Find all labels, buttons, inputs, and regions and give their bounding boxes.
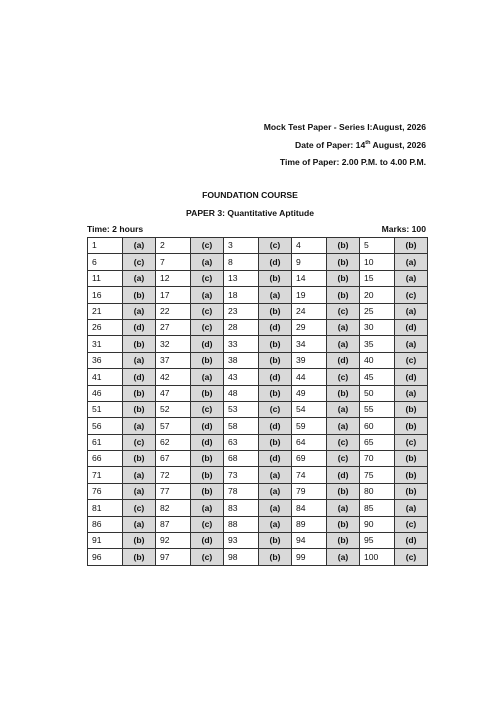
answer-cell: (b) — [395, 483, 428, 499]
question-number-cell: 88 — [224, 516, 259, 532]
question-number-cell: 68 — [224, 451, 259, 467]
series-title: Mock Test Paper - Series I:August, 2026 — [263, 122, 426, 132]
answer-cell: (a) — [395, 270, 428, 286]
answer-cell: (a) — [123, 483, 156, 499]
answer-cell: (a) — [327, 319, 360, 335]
question-number-cell: 77 — [156, 483, 191, 499]
question-number-cell: 35 — [360, 336, 395, 352]
question-number-cell: 57 — [156, 418, 191, 434]
table-row — [88, 533, 428, 549]
question-number-cell: 28 — [224, 319, 259, 335]
question-number-cell: 60 — [360, 418, 395, 434]
question-number-cell: 14 — [292, 270, 327, 286]
question-number-cell: 21 — [88, 303, 123, 319]
answer-cell: (d) — [327, 467, 360, 483]
question-number-cell: 69 — [292, 451, 327, 467]
answer-cell: (a) — [395, 303, 428, 319]
answer-cell: (b) — [395, 467, 428, 483]
question-number-cell: 36 — [88, 352, 123, 368]
question-number-cell: 48 — [224, 385, 259, 401]
question-number-cell: 25 — [360, 303, 395, 319]
table-row — [88, 352, 428, 368]
answer-cell: (b) — [395, 401, 428, 417]
question-number-cell: 56 — [88, 418, 123, 434]
answer-cell: (a) — [327, 401, 360, 417]
answer-cell: (b) — [259, 533, 292, 549]
question-number-cell: 30 — [360, 319, 395, 335]
answer-cell: (b) — [395, 418, 428, 434]
answer-cell: (b) — [191, 483, 224, 499]
question-number-cell: 32 — [156, 336, 191, 352]
question-number-cell: 33 — [224, 336, 259, 352]
question-number-cell: 84 — [292, 500, 327, 516]
question-number-cell: 81 — [88, 500, 123, 516]
table-row — [88, 336, 428, 352]
answer-cell: (b) — [395, 238, 428, 254]
question-number-cell: 73 — [224, 467, 259, 483]
table-row — [88, 451, 428, 467]
answer-cell: (c) — [191, 401, 224, 417]
answer-cell: (c) — [327, 451, 360, 467]
answer-cell: (a) — [327, 418, 360, 434]
answer-cell: (a) — [123, 418, 156, 434]
question-number-cell: 5 — [360, 238, 395, 254]
question-number-cell: 94 — [292, 533, 327, 549]
question-number-cell: 86 — [88, 516, 123, 532]
answer-cell: (a) — [123, 467, 156, 483]
question-number-cell: 39 — [292, 352, 327, 368]
date-of-paper — [295, 140, 426, 150]
question-number-cell: 23 — [224, 303, 259, 319]
question-number-cell: 71 — [88, 467, 123, 483]
question-number-cell: 17 — [156, 287, 191, 303]
answer-cell: (b) — [123, 533, 156, 549]
answer-cell: (b) — [259, 434, 292, 450]
question-number-cell: 16 — [88, 287, 123, 303]
question-number-cell: 55 — [360, 401, 395, 417]
table-row — [88, 287, 428, 303]
answer-cell: (b) — [191, 385, 224, 401]
answer-cell: (b) — [327, 238, 360, 254]
question-number-cell: 6 — [88, 254, 123, 270]
answer-key-table — [87, 237, 428, 566]
answer-cell: (a) — [259, 516, 292, 532]
question-number-cell: 37 — [156, 352, 191, 368]
answer-cell: (b) — [259, 549, 292, 565]
question-number-cell: 8 — [224, 254, 259, 270]
answer-cell: (d) — [259, 369, 292, 385]
question-number-cell: 51 — [88, 401, 123, 417]
answer-cell: (b) — [327, 533, 360, 549]
question-number-cell: 93 — [224, 533, 259, 549]
answer-cell: (d) — [123, 319, 156, 335]
question-number-cell: 66 — [88, 451, 123, 467]
table-row — [88, 401, 428, 417]
question-number-cell: 99 — [292, 549, 327, 565]
answer-cell: (a) — [395, 385, 428, 401]
answer-cell: (d) — [259, 418, 292, 434]
answer-cell: (c) — [191, 238, 224, 254]
question-number-cell: 78 — [224, 483, 259, 499]
question-number-cell: 11 — [88, 270, 123, 286]
question-number-cell: 4 — [292, 238, 327, 254]
answer-cell: (a) — [259, 467, 292, 483]
answer-cell: (a) — [327, 336, 360, 352]
question-number-cell: 24 — [292, 303, 327, 319]
answer-cell: (a) — [123, 303, 156, 319]
question-number-cell: 29 — [292, 319, 327, 335]
answer-cell: (c) — [259, 401, 292, 417]
question-number-cell: 64 — [292, 434, 327, 450]
question-number-cell: 87 — [156, 516, 191, 532]
answer-cell: (a) — [123, 516, 156, 532]
question-number-cell: 10 — [360, 254, 395, 270]
answer-cell: (b) — [123, 549, 156, 565]
answer-cell: (b) — [191, 467, 224, 483]
question-number-cell: 26 — [88, 319, 123, 335]
question-number-cell: 44 — [292, 369, 327, 385]
answer-cell: (a) — [259, 483, 292, 499]
question-number-cell: 100 — [360, 549, 395, 565]
answer-cell: (a) — [395, 254, 428, 270]
question-number-cell: 92 — [156, 533, 191, 549]
question-number-cell: 3 — [224, 238, 259, 254]
answer-cell: (b) — [327, 385, 360, 401]
table-row — [88, 500, 428, 516]
answer-cell: (b) — [327, 483, 360, 499]
question-number-cell: 18 — [224, 287, 259, 303]
question-number-cell: 15 — [360, 270, 395, 286]
answer-cell: (a) — [395, 500, 428, 516]
question-number-cell: 12 — [156, 270, 191, 286]
question-number-cell: 79 — [292, 483, 327, 499]
question-number-cell: 96 — [88, 549, 123, 565]
question-number-cell: 20 — [360, 287, 395, 303]
table-row — [88, 483, 428, 499]
answer-cell: (b) — [259, 385, 292, 401]
answer-cell: (d) — [395, 319, 428, 335]
question-number-cell: 89 — [292, 516, 327, 532]
question-number-cell: 9 — [292, 254, 327, 270]
question-number-cell: 47 — [156, 385, 191, 401]
question-number-cell: 27 — [156, 319, 191, 335]
answer-cell: (a) — [395, 336, 428, 352]
answer-cell: (a) — [259, 500, 292, 516]
answer-cell: (c) — [191, 319, 224, 335]
question-number-cell: 95 — [360, 533, 395, 549]
answer-cell: (d) — [395, 369, 428, 385]
question-number-cell: 50 — [360, 385, 395, 401]
question-number-cell: 91 — [88, 533, 123, 549]
answer-cell: (a) — [327, 500, 360, 516]
answer-cell: (c) — [395, 549, 428, 565]
question-number-cell: 43 — [224, 369, 259, 385]
date-superscript: th — [365, 140, 371, 147]
answer-cell: (d) — [191, 336, 224, 352]
answer-cell: (b) — [123, 451, 156, 467]
question-number-cell: 49 — [292, 385, 327, 401]
question-number-cell: 65 — [360, 434, 395, 450]
question-number-cell: 74 — [292, 467, 327, 483]
table-row — [88, 467, 428, 483]
answer-cell: (b) — [259, 303, 292, 319]
question-number-cell: 1 — [88, 238, 123, 254]
question-number-cell: 62 — [156, 434, 191, 450]
question-number-cell: 58 — [224, 418, 259, 434]
answer-cell: (a) — [327, 549, 360, 565]
answer-cell: (b) — [327, 254, 360, 270]
answer-cell: (c) — [395, 287, 428, 303]
answer-cell: (b) — [259, 352, 292, 368]
table-row — [88, 385, 428, 401]
question-number-cell: 97 — [156, 549, 191, 565]
paper-meta — [87, 224, 426, 234]
question-number-cell: 40 — [360, 352, 395, 368]
time-of-paper: Time of Paper: 2.00 P.M. to 4.00 P.M. — [279, 157, 426, 167]
question-number-cell: 83 — [224, 500, 259, 516]
answer-cell: (c) — [123, 500, 156, 516]
table-row — [88, 516, 428, 532]
question-number-cell: 42 — [156, 369, 191, 385]
answer-cell: (d) — [191, 533, 224, 549]
answer-cell: (b) — [327, 287, 360, 303]
course-title: FOUNDATION COURSE — [202, 190, 298, 200]
answer-cell: (c) — [191, 303, 224, 319]
date-suffix: August, 2026 — [370, 140, 426, 150]
question-number-cell: 54 — [292, 401, 327, 417]
answer-cell: (b) — [123, 336, 156, 352]
question-number-cell: 19 — [292, 287, 327, 303]
answer-cell: (a) — [123, 352, 156, 368]
answer-cell: (b) — [259, 270, 292, 286]
answer-cell: (c) — [327, 303, 360, 319]
question-number-cell: 53 — [224, 401, 259, 417]
question-number-cell: 41 — [88, 369, 123, 385]
question-number-cell: 85 — [360, 500, 395, 516]
answer-cell: (d) — [395, 533, 428, 549]
answer-cell: (b) — [123, 385, 156, 401]
question-number-cell: 52 — [156, 401, 191, 417]
answer-cell: (a) — [191, 369, 224, 385]
answer-cell: (b) — [191, 451, 224, 467]
answer-cell: (d) — [327, 352, 360, 368]
answer-key-body — [88, 238, 428, 566]
paper-title: PAPER 3: Quantitative Aptitude — [186, 208, 314, 218]
question-number-cell: 13 — [224, 270, 259, 286]
answer-cell: (c) — [123, 434, 156, 450]
answer-cell: (a) — [259, 287, 292, 303]
question-number-cell: 46 — [88, 385, 123, 401]
question-number-cell: 63 — [224, 434, 259, 450]
answer-cell: (d) — [259, 451, 292, 467]
answer-cell: (c) — [395, 516, 428, 532]
answer-cell: (c) — [395, 352, 428, 368]
answer-cell: (d) — [191, 434, 224, 450]
question-number-cell: 59 — [292, 418, 327, 434]
answer-cell: (b) — [395, 451, 428, 467]
question-number-cell: 75 — [360, 467, 395, 483]
question-number-cell: 2 — [156, 238, 191, 254]
table-row — [88, 369, 428, 385]
answer-cell: (c) — [395, 434, 428, 450]
question-number-cell: 98 — [224, 549, 259, 565]
answer-cell: (d) — [191, 418, 224, 434]
answer-cell: (d) — [259, 254, 292, 270]
table-row — [88, 549, 428, 565]
question-number-cell: 7 — [156, 254, 191, 270]
answer-cell: (d) — [259, 319, 292, 335]
table-row — [88, 238, 428, 254]
answer-cell: (b) — [327, 516, 360, 532]
answer-cell: (a) — [191, 500, 224, 516]
answer-cell: (c) — [191, 516, 224, 532]
answer-cell: (b) — [123, 287, 156, 303]
answer-cell: (a) — [191, 254, 224, 270]
table-row — [88, 254, 428, 270]
answer-cell: (b) — [191, 352, 224, 368]
question-number-cell: 38 — [224, 352, 259, 368]
answer-cell: (c) — [259, 238, 292, 254]
answer-cell: (a) — [123, 270, 156, 286]
question-number-cell: 34 — [292, 336, 327, 352]
table-row — [88, 434, 428, 450]
duration-label: Time: 2 hours — [87, 224, 144, 234]
table-row — [88, 418, 428, 434]
answer-cell: (d) — [123, 369, 156, 385]
answer-cell: (b) — [123, 401, 156, 417]
answer-cell: (b) — [327, 270, 360, 286]
question-number-cell: 22 — [156, 303, 191, 319]
answer-cell: (a) — [191, 287, 224, 303]
question-number-cell: 76 — [88, 483, 123, 499]
answer-cell: (c) — [327, 369, 360, 385]
question-number-cell: 70 — [360, 451, 395, 467]
answer-cell: (c) — [191, 270, 224, 286]
question-number-cell: 72 — [156, 467, 191, 483]
answer-cell: (c) — [191, 549, 224, 565]
question-number-cell: 61 — [88, 434, 123, 450]
answer-cell: (a) — [123, 238, 156, 254]
question-number-cell: 45 — [360, 369, 395, 385]
table-row — [88, 270, 428, 286]
table-row — [88, 303, 428, 319]
answer-cell: (b) — [259, 336, 292, 352]
question-number-cell: 80 — [360, 483, 395, 499]
question-number-cell: 31 — [88, 336, 123, 352]
marks-label: Marks: 100 — [381, 224, 426, 234]
question-number-cell: 82 — [156, 500, 191, 516]
answer-cell: (c) — [327, 434, 360, 450]
answer-cell: (c) — [123, 254, 156, 270]
question-number-cell: 90 — [360, 516, 395, 532]
question-number-cell: 67 — [156, 451, 191, 467]
table-row — [88, 319, 428, 335]
date-prefix: Date of Paper: 14 — [295, 140, 366, 150]
